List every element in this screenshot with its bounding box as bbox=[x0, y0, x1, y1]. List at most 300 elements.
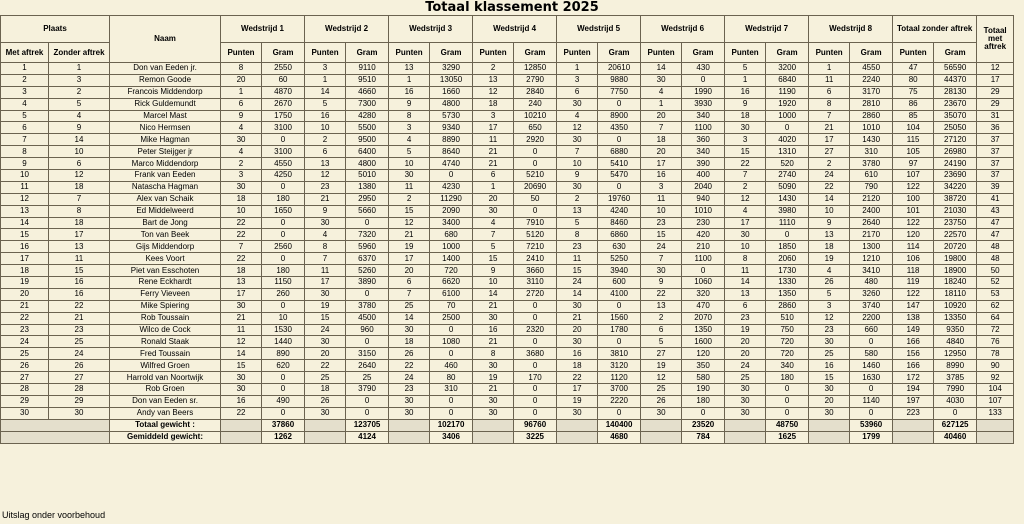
cell-gram: 1650 bbox=[262, 205, 305, 217]
cell-gram: 2170 bbox=[850, 229, 893, 241]
cell-gram: 680 bbox=[430, 229, 473, 241]
cell-punten: 20 bbox=[725, 336, 766, 348]
summary-total-value: 140400 bbox=[598, 419, 641, 431]
cell-gram: 340 bbox=[682, 110, 725, 122]
cell-gram: 3170 bbox=[850, 86, 893, 98]
place-met-aftrek: 17 bbox=[1, 253, 49, 265]
cell-total-met-aftrek: 76 bbox=[977, 336, 1014, 348]
cell-punten: 3 bbox=[221, 170, 262, 182]
cell-gram: 3290 bbox=[430, 63, 473, 75]
cell-gram: 5090 bbox=[766, 181, 809, 193]
cell-gram: 1120 bbox=[598, 372, 641, 384]
place-met-aftrek: 10 bbox=[1, 170, 49, 182]
cell-gram: 0 bbox=[514, 312, 557, 324]
cell-gram: 1560 bbox=[598, 312, 641, 324]
cell-gram: 0 bbox=[766, 407, 809, 419]
cell-gram: 2220 bbox=[598, 395, 641, 407]
cell-punten: 22 bbox=[221, 407, 262, 419]
cell-gram: 580 bbox=[850, 348, 893, 360]
cell-punten: 14 bbox=[221, 348, 262, 360]
place-met-aftrek: 7 bbox=[1, 134, 49, 146]
cell-punten: 1 bbox=[305, 74, 346, 86]
cell-punten: 22 bbox=[725, 158, 766, 170]
cell-gram: 2410 bbox=[514, 253, 557, 265]
cell-punten: 6 bbox=[389, 277, 430, 289]
cell-gram: 0 bbox=[262, 253, 305, 265]
summary-total-value: 123705 bbox=[346, 419, 389, 431]
cell-gram: 0 bbox=[514, 395, 557, 407]
cell-total-gram: 23750 bbox=[934, 217, 977, 229]
cell-punten: 19 bbox=[641, 360, 682, 372]
cell-punten: 14 bbox=[809, 193, 850, 205]
cell-punten: 22 bbox=[221, 229, 262, 241]
summary-empty bbox=[221, 431, 262, 443]
cell-gram: 4100 bbox=[598, 288, 641, 300]
cell-gram: 4500 bbox=[346, 312, 389, 324]
header-gram: Gram bbox=[346, 43, 389, 63]
cell-gram: 7750 bbox=[598, 86, 641, 98]
cell-total-gram: 22570 bbox=[934, 229, 977, 241]
cell-gram: 1460 bbox=[850, 360, 893, 372]
place-met-aftrek: 18 bbox=[1, 265, 49, 277]
cell-punten: 5 bbox=[809, 288, 850, 300]
cell-gram: 6860 bbox=[598, 229, 641, 241]
summary-empty bbox=[305, 419, 346, 431]
cell-gram: 8900 bbox=[598, 110, 641, 122]
header-punten: Punten bbox=[221, 43, 262, 63]
cell-gram: 6370 bbox=[346, 253, 389, 265]
cell-total-punten: 122 bbox=[893, 181, 934, 193]
table-row bbox=[1, 98, 1014, 110]
summary-empty bbox=[977, 431, 1014, 443]
cell-punten: 30 bbox=[809, 336, 850, 348]
place-met-aftrek: 20 bbox=[1, 288, 49, 300]
cell-gram: 2790 bbox=[514, 74, 557, 86]
cell-total-gram: 4030 bbox=[934, 395, 977, 407]
place-zonder-aftrek: 10 bbox=[49, 146, 110, 158]
cell-total-punten: 115 bbox=[893, 134, 934, 146]
cell-punten: 14 bbox=[725, 277, 766, 289]
cell-total-punten: 166 bbox=[893, 360, 934, 372]
cell-gram: 1920 bbox=[766, 98, 809, 110]
table-row bbox=[1, 395, 1014, 407]
cell-gram: 6620 bbox=[430, 277, 473, 289]
cell-total-gram: 7990 bbox=[934, 384, 977, 396]
cell-punten: 15 bbox=[641, 229, 682, 241]
cell-total-gram: 23690 bbox=[934, 170, 977, 182]
cell-total-gram: 56590 bbox=[934, 63, 977, 75]
cell-gram: 20690 bbox=[514, 181, 557, 193]
cell-gram: 3930 bbox=[682, 98, 725, 110]
cell-total-gram: 25050 bbox=[934, 122, 977, 134]
cell-total-gram: 18240 bbox=[934, 277, 977, 289]
cell-punten: 4 bbox=[305, 229, 346, 241]
place-zonder-aftrek: 24 bbox=[49, 348, 110, 360]
cell-total-gram: 21030 bbox=[934, 205, 977, 217]
participant-name: Gijs Middendorp bbox=[110, 241, 221, 253]
cell-punten: 27 bbox=[641, 348, 682, 360]
place-met-aftrek: 19 bbox=[1, 277, 49, 289]
participant-name: Mike Spiering bbox=[110, 300, 221, 312]
summary-average-value: 4124 bbox=[346, 431, 389, 443]
place-zonder-aftrek: 25 bbox=[49, 336, 110, 348]
cell-gram: 4800 bbox=[430, 98, 473, 110]
cell-gram: 2920 bbox=[514, 134, 557, 146]
summary-total-value: 37860 bbox=[262, 419, 305, 431]
table-row bbox=[1, 122, 1014, 134]
cell-gram: 0 bbox=[598, 181, 641, 193]
cell-punten: 21 bbox=[809, 122, 850, 134]
table-summary bbox=[1, 419, 1014, 443]
cell-punten: 6 bbox=[641, 324, 682, 336]
cell-punten: 2 bbox=[305, 134, 346, 146]
cell-punten: 5 bbox=[389, 146, 430, 158]
place-zonder-aftrek: 26 bbox=[49, 360, 110, 372]
cell-gram: 1300 bbox=[850, 241, 893, 253]
cell-gram: 470 bbox=[682, 300, 725, 312]
cell-punten: 18 bbox=[473, 98, 514, 110]
cell-punten: 17 bbox=[221, 288, 262, 300]
cell-total-gram: 27120 bbox=[934, 134, 977, 146]
place-met-aftrek: 5 bbox=[1, 110, 49, 122]
cell-punten: 7 bbox=[725, 170, 766, 182]
cell-punten: 1 bbox=[725, 74, 766, 86]
cell-gram: 2200 bbox=[850, 312, 893, 324]
cell-punten: 21 bbox=[473, 300, 514, 312]
cell-punten: 7 bbox=[389, 288, 430, 300]
cell-punten: 18 bbox=[221, 193, 262, 205]
cell-gram: 9880 bbox=[598, 74, 641, 86]
table-row bbox=[1, 360, 1014, 372]
place-met-aftrek: 22 bbox=[1, 312, 49, 324]
cell-punten: 30 bbox=[305, 288, 346, 300]
cell-punten: 2 bbox=[221, 158, 262, 170]
place-zonder-aftrek: 16 bbox=[49, 288, 110, 300]
place-met-aftrek: 4 bbox=[1, 98, 49, 110]
cell-gram: 580 bbox=[682, 372, 725, 384]
cell-punten: 11 bbox=[641, 193, 682, 205]
place-met-aftrek: 21 bbox=[1, 300, 49, 312]
cell-punten: 10 bbox=[641, 205, 682, 217]
summary-total-label: Totaal gewicht : bbox=[110, 419, 221, 431]
header-gram: Gram bbox=[934, 43, 977, 63]
table-row bbox=[1, 193, 1014, 205]
cell-gram: 1530 bbox=[262, 324, 305, 336]
cell-total-gram: 0 bbox=[934, 407, 977, 419]
summary-average-label: Gemiddeld gewicht: bbox=[110, 431, 221, 443]
cell-total-punten: 156 bbox=[893, 348, 934, 360]
summary-grand-total: 627125 bbox=[934, 419, 977, 431]
participant-name: Andy van Beers bbox=[110, 407, 221, 419]
header-punten: Punten bbox=[725, 43, 766, 63]
cell-total-gram: 35070 bbox=[934, 110, 977, 122]
cell-punten: 4 bbox=[557, 110, 598, 122]
cell-gram: 340 bbox=[766, 360, 809, 372]
cell-gram: 1080 bbox=[430, 336, 473, 348]
participant-name: Ronald Staak bbox=[110, 336, 221, 348]
cell-total-met-aftrek: 29 bbox=[977, 86, 1014, 98]
summary-average-value: 3225 bbox=[514, 431, 557, 443]
cell-punten: 10 bbox=[473, 277, 514, 289]
cell-gram: 4280 bbox=[346, 110, 389, 122]
participant-name: Ton van Beek bbox=[110, 229, 221, 241]
cell-gram: 9340 bbox=[430, 122, 473, 134]
cell-punten: 17 bbox=[809, 134, 850, 146]
cell-punten: 18 bbox=[557, 360, 598, 372]
place-met-aftrek: 27 bbox=[1, 372, 49, 384]
cell-gram: 1190 bbox=[766, 86, 809, 98]
cell-punten: 10 bbox=[389, 158, 430, 170]
table-row bbox=[1, 241, 1014, 253]
cell-punten: 7 bbox=[809, 110, 850, 122]
place-zonder-aftrek: 30 bbox=[49, 407, 110, 419]
cell-gram: 20610 bbox=[598, 63, 641, 75]
cell-punten: 23 bbox=[725, 312, 766, 324]
cell-punten: 16 bbox=[641, 170, 682, 182]
cell-gram: 180 bbox=[262, 193, 305, 205]
cell-punten: 30 bbox=[389, 324, 430, 336]
cell-gram: 1990 bbox=[682, 86, 725, 98]
cell-gram: 0 bbox=[598, 300, 641, 312]
cell-gram: 2810 bbox=[850, 98, 893, 110]
place-zonder-aftrek: 3 bbox=[49, 74, 110, 86]
cell-gram: 9110 bbox=[346, 63, 389, 75]
cell-punten: 15 bbox=[473, 253, 514, 265]
cell-punten: 30 bbox=[557, 98, 598, 110]
place-zonder-aftrek: 4 bbox=[49, 110, 110, 122]
cell-gram: 80 bbox=[430, 372, 473, 384]
cell-punten: 20 bbox=[725, 348, 766, 360]
cell-punten: 19 bbox=[389, 241, 430, 253]
cell-gram: 120 bbox=[682, 348, 725, 360]
cell-punten: 13 bbox=[305, 158, 346, 170]
cell-gram: 9510 bbox=[346, 74, 389, 86]
table-row bbox=[1, 277, 1014, 289]
cell-punten: 13 bbox=[725, 288, 766, 300]
table-row bbox=[1, 324, 1014, 336]
place-met-aftrek: 3 bbox=[1, 86, 49, 98]
cell-gram: 660 bbox=[850, 324, 893, 336]
cell-gram: 3100 bbox=[262, 122, 305, 134]
cell-gram: 620 bbox=[262, 360, 305, 372]
cell-punten: 12 bbox=[473, 86, 514, 98]
cell-gram: 0 bbox=[262, 407, 305, 419]
summary-empty bbox=[977, 419, 1014, 431]
cell-punten: 13 bbox=[557, 205, 598, 217]
cell-punten: 7 bbox=[557, 146, 598, 158]
cell-gram: 260 bbox=[262, 288, 305, 300]
place-zonder-aftrek: 6 bbox=[49, 158, 110, 170]
cell-gram: 7210 bbox=[514, 241, 557, 253]
cell-total-gram: 10920 bbox=[934, 300, 977, 312]
cell-total-gram: 18900 bbox=[934, 265, 977, 277]
participant-name: Fred Toussain bbox=[110, 348, 221, 360]
cell-total-met-aftrek: 47 bbox=[977, 217, 1014, 229]
participant-name: Rick Guldemundt bbox=[110, 98, 221, 110]
cell-punten: 6 bbox=[305, 146, 346, 158]
header-gram: Gram bbox=[430, 43, 473, 63]
place-zonder-aftrek: 2 bbox=[49, 86, 110, 98]
cell-punten: 5 bbox=[641, 336, 682, 348]
cell-gram: 3100 bbox=[262, 146, 305, 158]
cell-gram: 4550 bbox=[850, 63, 893, 75]
place-met-aftrek: 26 bbox=[1, 360, 49, 372]
summary-total-value: 23520 bbox=[682, 419, 725, 431]
header-totaal-met-aftrek: Totaal met aftrek bbox=[977, 16, 1014, 63]
cell-punten: 23 bbox=[557, 241, 598, 253]
cell-punten: 12 bbox=[809, 312, 850, 324]
cell-punten: 8 bbox=[557, 229, 598, 241]
cell-gram: 5120 bbox=[514, 229, 557, 241]
cell-punten: 20 bbox=[557, 324, 598, 336]
cell-punten: 4 bbox=[809, 265, 850, 277]
cell-punten: 6 bbox=[473, 170, 514, 182]
cell-gram: 2400 bbox=[850, 205, 893, 217]
header-punten: Punten bbox=[557, 43, 598, 63]
participant-name: Kees Voort bbox=[110, 253, 221, 265]
summary-empty bbox=[641, 419, 682, 431]
place-zonder-aftrek: 16 bbox=[49, 277, 110, 289]
header-wedstrijd-5: Wedstrijd 5 bbox=[557, 16, 641, 43]
cell-total-punten: 166 bbox=[893, 336, 934, 348]
cell-gram: 2500 bbox=[430, 312, 473, 324]
place-met-aftrek: 15 bbox=[1, 229, 49, 241]
summary-average-value: 784 bbox=[682, 431, 725, 443]
cell-total-met-aftrek: 90 bbox=[977, 360, 1014, 372]
cell-gram: 1010 bbox=[682, 205, 725, 217]
cell-punten: 9 bbox=[389, 98, 430, 110]
place-met-aftrek: 24 bbox=[1, 336, 49, 348]
cell-punten: 20 bbox=[389, 265, 430, 277]
cell-punten: 26 bbox=[389, 348, 430, 360]
cell-total-punten: 223 bbox=[893, 407, 934, 419]
cell-punten: 30 bbox=[809, 407, 850, 419]
summary-empty bbox=[557, 419, 598, 431]
cell-punten: 2 bbox=[473, 63, 514, 75]
cell-punten: 11 bbox=[221, 324, 262, 336]
place-zonder-aftrek: 14 bbox=[49, 134, 110, 146]
participant-name: Natascha Hagman bbox=[110, 181, 221, 193]
cell-total-punten: 75 bbox=[893, 86, 934, 98]
cell-total-met-aftrek: 37 bbox=[977, 170, 1014, 182]
cell-gram: 3660 bbox=[514, 265, 557, 277]
cell-punten: 20 bbox=[809, 395, 850, 407]
cell-punten: 15 bbox=[389, 205, 430, 217]
cell-total-met-aftrek: 12 bbox=[977, 63, 1014, 75]
header-naam: Naam bbox=[110, 16, 221, 63]
cell-gram: 430 bbox=[682, 63, 725, 75]
cell-gram: 8890 bbox=[430, 134, 473, 146]
table-row bbox=[1, 170, 1014, 182]
cell-punten: 24 bbox=[389, 372, 430, 384]
place-zonder-aftrek: 27 bbox=[49, 372, 110, 384]
cell-punten: 9 bbox=[641, 277, 682, 289]
cell-gram: 0 bbox=[262, 217, 305, 229]
cell-total-met-aftrek: 37 bbox=[977, 146, 1014, 158]
cell-total-punten: 105 bbox=[893, 146, 934, 158]
cell-gram: 2040 bbox=[682, 181, 725, 193]
cell-gram: 0 bbox=[598, 134, 641, 146]
cell-gram: 0 bbox=[850, 384, 893, 396]
cell-punten: 14 bbox=[473, 288, 514, 300]
cell-gram: 3780 bbox=[346, 300, 389, 312]
disclaimer: Uitslag onder voorbehoud bbox=[2, 510, 106, 520]
cell-punten: 6 bbox=[725, 300, 766, 312]
cell-punten: 1 bbox=[473, 181, 514, 193]
cell-punten: 8 bbox=[725, 253, 766, 265]
summary-average-value: 3406 bbox=[430, 431, 473, 443]
cell-punten: 8 bbox=[809, 98, 850, 110]
cell-punten: 3 bbox=[557, 74, 598, 86]
cell-punten: 20 bbox=[473, 193, 514, 205]
cell-punten: 12 bbox=[725, 193, 766, 205]
summary-total-value: 48750 bbox=[766, 419, 809, 431]
cell-gram: 180 bbox=[766, 372, 809, 384]
cell-total-met-aftrek: 43 bbox=[977, 205, 1014, 217]
cell-gram: 0 bbox=[430, 324, 473, 336]
header-zonder-aftrek: Zonder aftrek bbox=[49, 43, 110, 63]
cell-gram: 0 bbox=[682, 74, 725, 86]
cell-gram: 0 bbox=[430, 170, 473, 182]
cell-total-met-aftrek: 104 bbox=[977, 384, 1014, 396]
cell-punten: 18 bbox=[221, 265, 262, 277]
cell-gram: 7300 bbox=[346, 98, 389, 110]
cell-punten: 23 bbox=[389, 384, 430, 396]
place-zonder-aftrek: 17 bbox=[49, 229, 110, 241]
cell-punten: 19 bbox=[809, 253, 850, 265]
cell-punten: 14 bbox=[305, 86, 346, 98]
cell-punten: 6 bbox=[221, 98, 262, 110]
cell-gram: 13050 bbox=[430, 74, 473, 86]
cell-punten: 19 bbox=[557, 395, 598, 407]
cell-punten: 7 bbox=[221, 241, 262, 253]
cell-punten: 13 bbox=[473, 74, 514, 86]
header-wedstrijd-1: Wedstrijd 1 bbox=[221, 16, 305, 43]
participant-name: Rob Toussain bbox=[110, 312, 221, 324]
cell-punten: 24 bbox=[809, 170, 850, 182]
cell-punten: 14 bbox=[557, 288, 598, 300]
cell-gram: 1110 bbox=[766, 217, 809, 229]
cell-punten: 5 bbox=[725, 63, 766, 75]
header-plaats: Plaats bbox=[1, 16, 110, 43]
cell-punten: 3 bbox=[725, 134, 766, 146]
summary-empty bbox=[389, 419, 430, 431]
cell-punten: 30 bbox=[725, 384, 766, 396]
page-title: Totaal klassement 2025 bbox=[425, 0, 599, 15]
cell-punten: 18 bbox=[305, 384, 346, 396]
cell-gram: 8460 bbox=[598, 217, 641, 229]
cell-punten: 21 bbox=[473, 336, 514, 348]
table-row bbox=[1, 312, 1014, 324]
cell-gram: 190 bbox=[682, 384, 725, 396]
cell-total-gram: 8990 bbox=[934, 360, 977, 372]
cell-gram: 5210 bbox=[514, 170, 557, 182]
cell-gram: 1310 bbox=[766, 146, 809, 158]
participant-name: Don van Eeden jr. bbox=[110, 63, 221, 75]
cell-gram: 520 bbox=[766, 158, 809, 170]
cell-gram: 720 bbox=[766, 348, 809, 360]
participant-name: Bart de Jong bbox=[110, 217, 221, 229]
cell-gram: 11290 bbox=[430, 193, 473, 205]
header-punten: Punten bbox=[641, 43, 682, 63]
summary-empty bbox=[473, 419, 514, 431]
cell-gram: 0 bbox=[514, 205, 557, 217]
cell-gram: 2640 bbox=[850, 217, 893, 229]
cell-total-gram: 9350 bbox=[934, 324, 977, 336]
cell-gram: 750 bbox=[766, 324, 809, 336]
cell-punten: 16 bbox=[305, 110, 346, 122]
cell-punten: 21 bbox=[473, 384, 514, 396]
